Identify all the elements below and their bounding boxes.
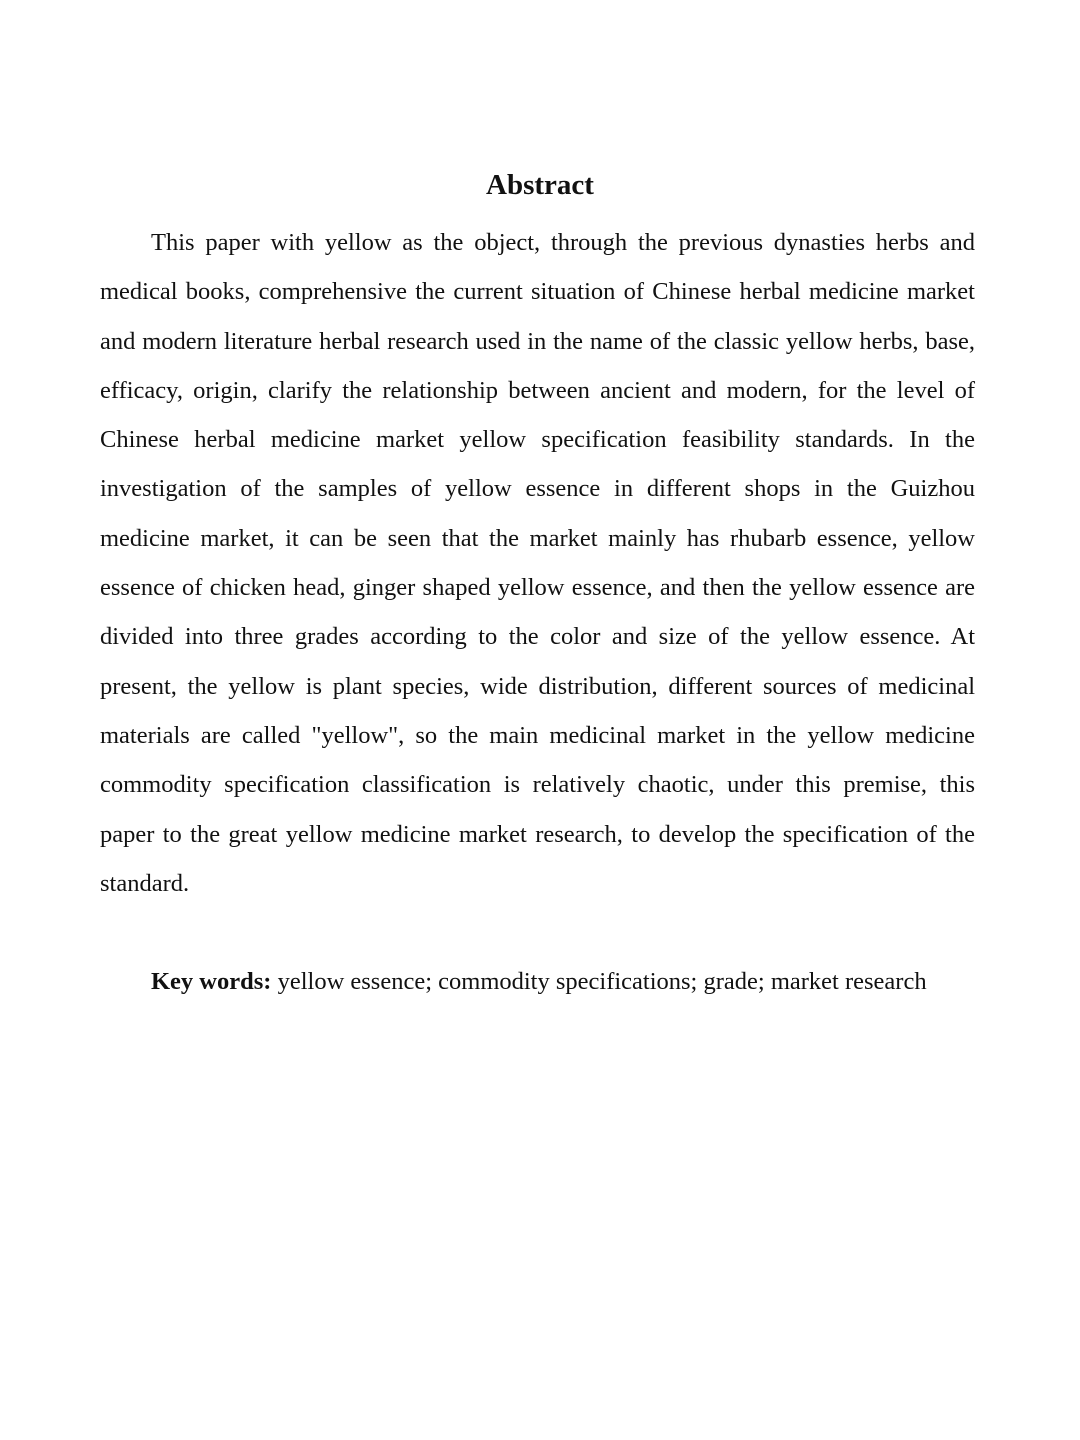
keywords-text: yellow essence; commodity specifications; grade; market research xyxy=(271,968,927,995)
abstract-title: Abstract xyxy=(486,169,594,201)
abstract-paragraph: This paper with yellow as the object, through the previous dynasties herbs and medical books, comprehensive the current situation of Chinese herbal medicine market and modern literature herbal research used in the name of the classic yellow herbs, base, efficacy, origin, clarify the relationship between ancient and modern, for the level of Chinese herbal medicine market yellow specification feasibility standards. In the investigation of the samples of yellow essence in different shops in the Guizhou medicine market, it can be seen that the market mainly has rhubarb essence, yellow essence of chicken head, ginger shaped yellow essence, and then the yellow essence are divided into three grades according to the color and size of the yellow essence. At present, the yellow is plant species, wide distribution, different sources of medicinal materials are called "yellow", so the main medicinal market in the yellow medicine commodity specification classification is relatively chaotic, under this premise, this paper to the great yellow medicine market research, to develop the specification of the standard. xyxy=(100,229,975,897)
keywords-label: Key words: xyxy=(151,968,272,995)
keywords-line xyxy=(151,962,1011,1002)
